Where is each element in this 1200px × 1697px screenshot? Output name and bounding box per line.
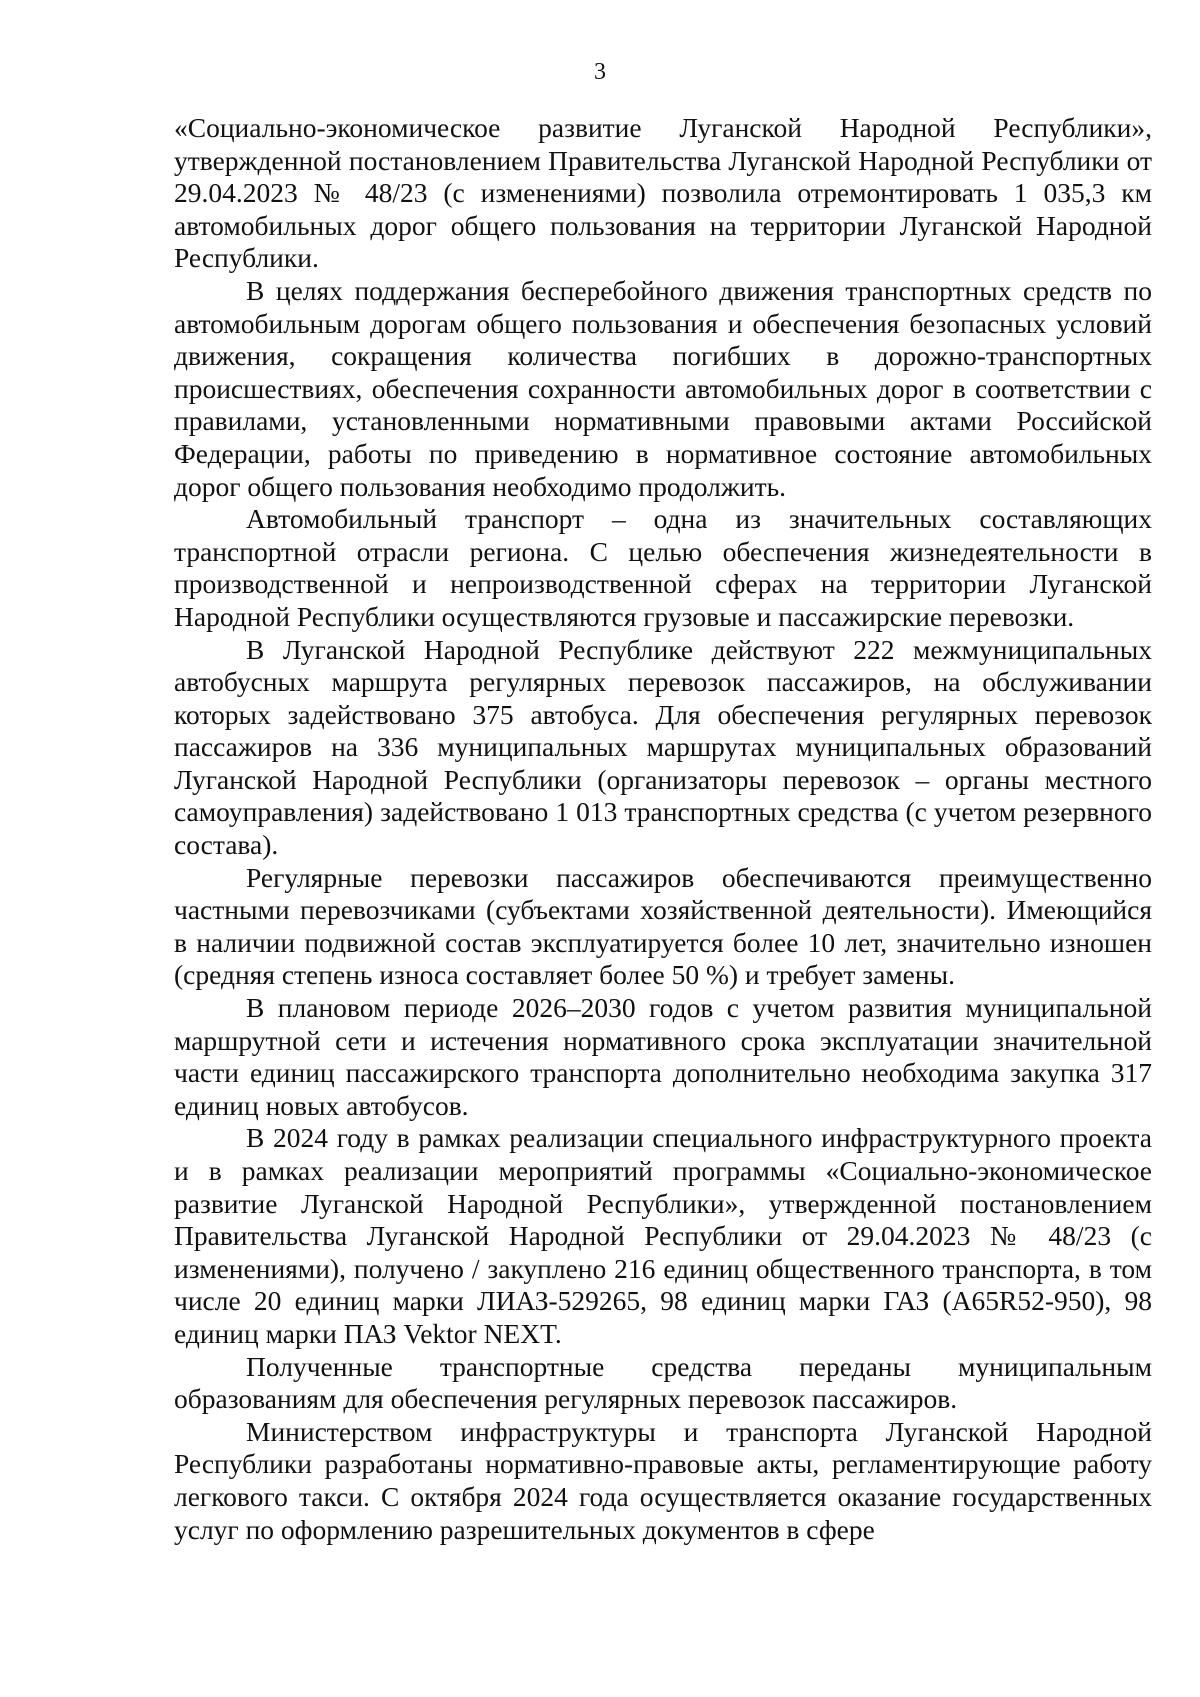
paragraph-taxi-regulation: Министерством инфраструктуры и транспорта Луганской Народной Республики разработаны нормативно-правовые акты, регламентирующие работу легкового такси. С октября 2024 года осуществляется оказание государственных услуг по оформлению разрешительных документов в сфере [174, 1415, 1152, 1545]
paragraph-planned-purchase: В плановом периоде 2026–2030 годов с учетом развития муниципальной маршрутной сети и истечения нормативного срока эксплуатации значительной части единиц пассажирского транспорта дополнительно необходима закупка 317 единиц новых автобусов. [174, 992, 1152, 1121]
paragraph-continuation: «Социально-экономическое развитие Луганской Народной Республики», утвержденной постановлением Правительства Луганской Народной Республики от 29.04.2023 № 48/23 (с изменениями) позволила отремонтировать 1 035,3 км автомобильных дорог общего пользования на территории Луганской Народной Республики. [174, 112, 1152, 274]
paragraph-transfer: Полученные транспортные средства переданы муниципальным образованиям для обеспечения регулярных перевозок пассажиров. [174, 1350, 1152, 1415]
page-number: 3 [594, 59, 606, 85]
paragraph-2024-procurement: В 2024 году в рамках реализации специального инфраструктурного проекта и в рамках реализации мероприятий программы «Социально-экономическое развитие Луганской Народной Республики», утвержденной постановлением Правительства Луганской Народной Республики от 29.04.2023 № 48/23 (с изменениями), получено / закуплено 216 единиц общественного транспорта, в том числе 20 единиц марки ЛИАЗ-529265, 98 единиц марки ГАЗ (A65R52-950), 98 единиц марки ПАЗ Vektor NEXT. [174, 1122, 1152, 1349]
paragraph-bus-routes: В Луганской Народной Республике действуют 222 межмуниципальных автобусных маршрута регулярных перевозок пассажиров, на обслуживании которых задействовано 375 автобуса. Для обеспечения регулярных перевозок пассажиров на 336 муниципальных маршрутах муниципальных образований Луганской Народной Республики (организаторы перевозок – органы местного самоуправления) задействовано 1 013 транспортных средства (с учетом резервного состава). [174, 633, 1152, 861]
paragraph-carriers: Регулярные перевозки пассажиров обеспечиваются преимущественно частными перевозчиками (субъектами хозяйственной деятельности). Имеющийся в наличии подвижной состав эксплуатируется более 10 лет, значительно изношен (средняя степень износа составляет более 50 %) и требует замены. [174, 861, 1152, 991]
paragraph-road-maintenance: В целях поддержания бесперебойного движения транспортных средств по автомобильным дорогам общего пользования и обеспечения безопасных условий движения, сокращения количества погибших в дорожно-транспортных происшествиях, обеспечения сохранности автомобильных дорог в соответствии с правилами, установленными нормативными правовыми актами Российской Федерации, работы по приведению в нормативное состояние автомобильных дорог общего пользования необходимо продолжить. [174, 274, 1152, 502]
paragraph-road-transport: Автомобильный транспорт – одна из значительных составляющих транспортной отрасли региона. С целью обеспечения жизнедеятельности в производственной и непроизводственной сферах на территории Луганской Народной Республики осуществляются грузовые и пассажирские перевозки. [174, 503, 1152, 632]
body-text [174, 112, 1152, 1546]
